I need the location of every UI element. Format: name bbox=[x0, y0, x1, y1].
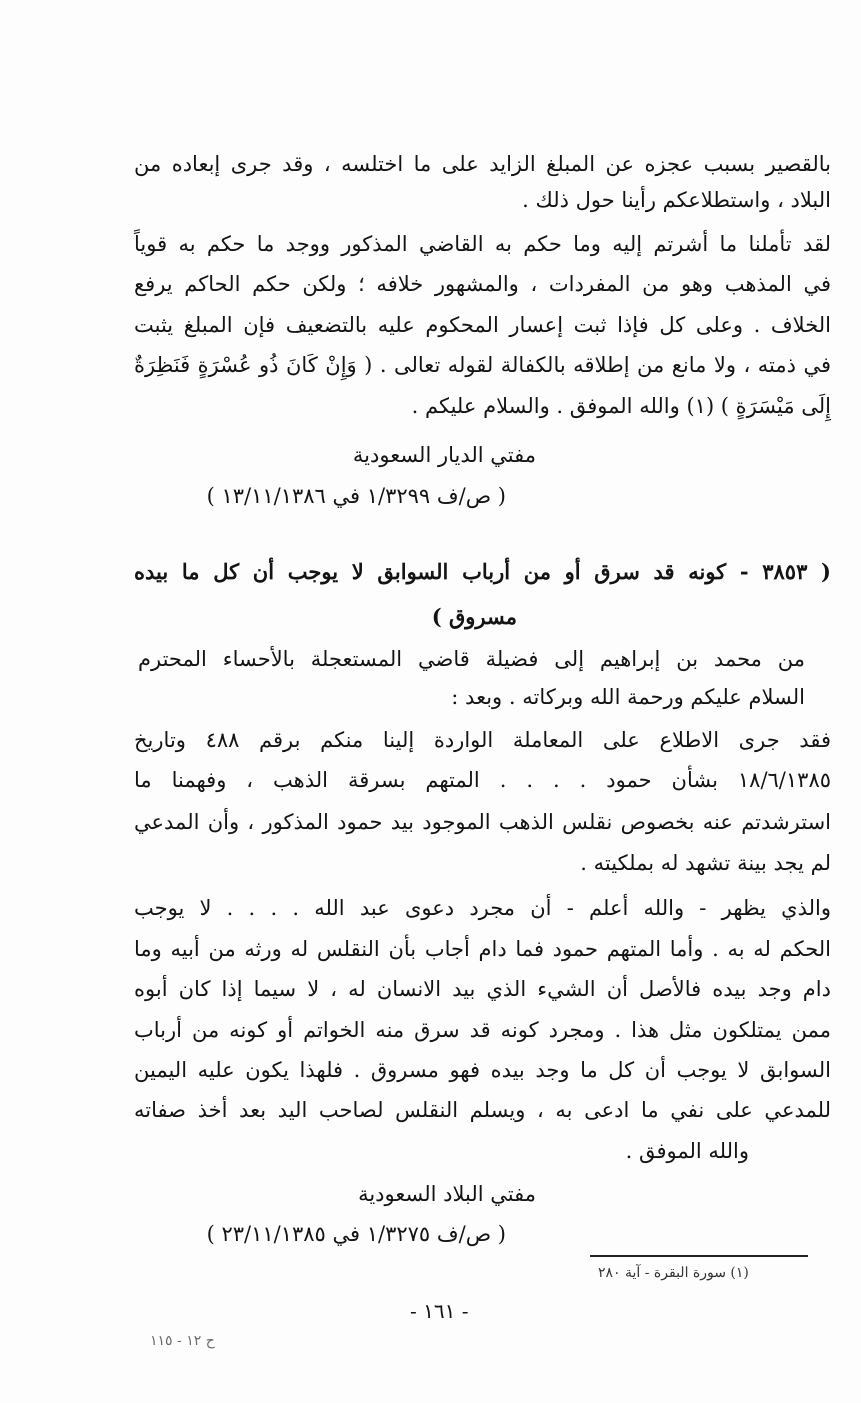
paragraph-2-line-3: الخلاف . وعلى كل فإذا ثبت إعسار المحكوم عليه بالتضعيف فإن المبلغ يثبت bbox=[134, 313, 831, 337]
paragraph-3-line-4: لم يجد بينة تشهد له بملكيته . bbox=[580, 851, 831, 875]
paragraph-2-line-5: إِلَى مَيْسَرَةٍ ) (١) والله الموفق . والسلام عليكم . bbox=[411, 394, 831, 418]
paragraph-3-line-2: ١٨/٦/١٣٨٥ بشأن حمود . . . . المتهم بسرقة الذهب ، وفهمنا ما bbox=[134, 768, 831, 792]
paragraph-4-line-5: السوابق لا يوجب أن كل ما وجد بيده فهو مسروق . فلهذا يكون عليه اليمين bbox=[134, 1058, 831, 1082]
paragraph-1-line-1: بالقصير بسبب عجزه عن المبلغ الزايد على ما اختلسه ، وقد جرى إبعاده من bbox=[134, 152, 831, 176]
paragraph-4-line-6: للمدعي على نفي ما ادعى به ، ويسلم النقلس لصاحب اليد بعد أخذ صفاته bbox=[134, 1098, 831, 1122]
paragraph-4-line-4: ممن يمتلكون مثل هذا . ومجرد كونه قد سرق منه الخواتم أو كونه من أرباب bbox=[134, 1018, 831, 1042]
paragraph-3-line-3: استرشدتم عنه بخصوص نقلس الذهب الموجود بيد حمود المذكور ، وأن المدعي bbox=[134, 810, 831, 834]
paragraph-2-line-4: في ذمته ، ولا مانع من إطلاقه بالكفالة لقوله تعالى . ( وَإِنْ كَانَ ذُو عُسْرَةٍ فَنَظِرَةٌ bbox=[134, 353, 831, 377]
page-number: - ١٦١ - bbox=[410, 1299, 469, 1323]
footnote: (١) سورة البقرة - آية ٢٨٠ bbox=[598, 1265, 749, 1281]
paragraph-3-line-1: فقد جرى الاطلاع على المعاملة الواردة إلينا منكم برقم ٤٨٨ وتاريخ bbox=[134, 728, 831, 752]
signature-1-reference: ( ص/ف ١/٣٢٩٩ في ١٣/١١/١٣٨٦ ) bbox=[206, 484, 506, 508]
signature-1-title: مفتي الديار السعودية bbox=[352, 443, 536, 467]
letter-greeting: السلام عليكم ورحمة الله وبركاته . وبعد : bbox=[451, 685, 805, 709]
archive-mark: ح ١٢ - ١١٥ bbox=[150, 1333, 215, 1349]
paragraph-4-line-1: والذي يظهر - والله أعلم - أن مجرد دعوى عبد الله . . . . لا يوجب bbox=[134, 896, 831, 920]
section-heading-line-1: ( ٣٨٥٣ - كونه قد سرق أو من أرباب السوابق لا يوجب أن كل ما بيده bbox=[134, 559, 831, 584]
footnote-divider bbox=[590, 1255, 808, 1257]
letter-from-line: من محمد بن إبراهيم إلى فضيلة قاضي المستعجلة بالأحساء المحترم bbox=[138, 647, 805, 671]
paragraph-4-line-2: الحكم له به . وأما المتهم حمود فما دام أجاب بأن النقلس له ورثه من أبيه وما bbox=[134, 937, 831, 961]
signature-2-reference: ( ص/ف ١/٣٢٧٥ في ٢٣/١١/١٣٨٥ ) bbox=[206, 1222, 506, 1246]
paragraph-4-line-7: والله الموفق . bbox=[625, 1139, 749, 1163]
section-heading-line-2: مسروق ) bbox=[431, 604, 517, 629]
paragraph-2-line-1: لقد تأملنا ما أشرتم إليه وما حكم به القاضي المذكور ووجد ما حكم به قوياً bbox=[134, 232, 831, 256]
paragraph-2-line-2: في المذهب وهو من المفردات ، والمشهور خلافه ؛ ولكن حكم الحاكم يرفع bbox=[134, 272, 831, 296]
signature-2-title: مفتي البلاد السعودية bbox=[358, 1182, 536, 1206]
paragraph-4-line-3: دام وجد بيده فالأصل أن الشيء الذي بيد الانسان له ، لا سيما إذا كان أبوه bbox=[134, 977, 831, 1001]
paragraph-1-line-2: البلاد ، واستطلاعكم رأينا حول ذلك . bbox=[522, 188, 831, 212]
